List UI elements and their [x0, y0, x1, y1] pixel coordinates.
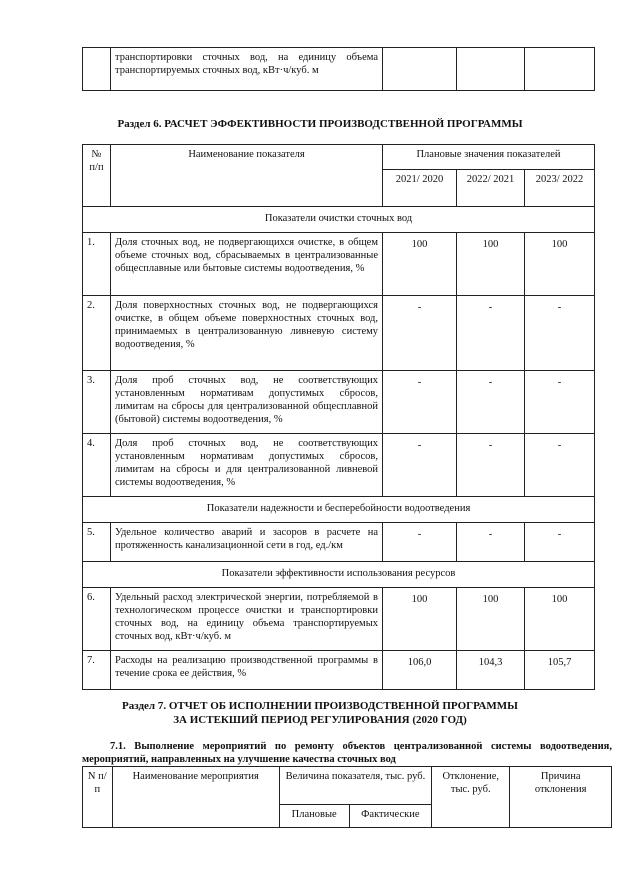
row-value: -	[525, 296, 595, 371]
header-value: Величина показателя, тыс. руб.	[279, 767, 431, 805]
row-value: -	[525, 523, 595, 562]
row-value: 100	[457, 588, 525, 651]
header-planned: Плановые значения показателей	[383, 145, 595, 170]
row-value: 100	[383, 233, 457, 296]
efficiency-table	[82, 144, 595, 690]
row-text: Доля поверхностных сточных вод, не подвергающихся очистке, в общем объеме поверхностных сточных вод, принимаемых в централизованную ливневую систему водоотведения, %	[111, 296, 383, 371]
row-value: -	[457, 296, 525, 371]
table-header-row	[83, 145, 595, 170]
header-num: N п/п	[83, 767, 113, 828]
row-value: -	[457, 371, 525, 434]
row-value: 105,7	[525, 651, 595, 690]
row-value: 100	[457, 233, 525, 296]
header-planned: Плановые	[279, 804, 349, 827]
section7-title-line2: ЗА ИСТЕКШИЙ ПЕРИОД РЕГУЛИРОВАНИЯ (2020 ГОД)	[173, 714, 467, 726]
row-value: -	[525, 434, 595, 497]
table-row	[83, 434, 595, 497]
header-year-1: 2021/ 2020	[383, 170, 457, 207]
row-text: Доля сточных вод, не подвергающихся очистке, в общем объеме сточных вод, сбрасываемых в централизованные общесплавные или бытовые системы водоотведения, %	[111, 233, 383, 296]
row-value: -	[383, 434, 457, 497]
table-row	[83, 588, 595, 651]
row-num: 1.	[83, 233, 111, 296]
header-num: № п/п	[83, 145, 111, 207]
row-num: 6.	[83, 588, 111, 651]
row-text: Доля проб сточных вод, не соответствующих установленным нормативам допустимых сбросов, лимитам на сбросы для централизованной общесплавной (бытовой) системы водоотведения, %	[111, 371, 383, 434]
header-actual: Фактические	[349, 804, 432, 827]
header-name: Наименование мероприятия	[112, 767, 279, 828]
header-year-2: 2022/ 2021	[457, 170, 525, 207]
activities-table	[82, 766, 612, 828]
row-text: Удельное количество аварий и засоров в расчете на протяженность канализационной сети в год, ед./км	[111, 523, 383, 562]
group-title: Показатели очистки сточных вод	[83, 207, 595, 233]
row-value: -	[457, 523, 525, 562]
row-num: 2.	[83, 296, 111, 371]
header-year-3: 2023/ 2022	[525, 170, 595, 207]
top-continuation-table	[82, 47, 595, 91]
row-value: 100	[383, 588, 457, 651]
row-value: -	[383, 371, 457, 434]
table-row	[83, 296, 595, 371]
row-num: 4.	[83, 434, 111, 497]
section6-title: Раздел 6. РАСЧЕТ ЭФФЕКТИВНОСТИ ПРОИЗВОДСТВЕННОЙ ПРОГРАММЫ	[117, 118, 523, 130]
row-num: 5.	[83, 523, 111, 562]
row-num: 7.	[83, 651, 111, 690]
table-row	[83, 523, 595, 562]
row-value: -	[525, 371, 595, 434]
section7-title-line1: Раздел 7. ОТЧЕТ ОБ ИСПОЛНЕНИИ ПРОИЗВОДСТВЕННОЙ ПРОГРАММЫ	[122, 700, 518, 712]
row-value: 106,0	[383, 651, 457, 690]
group-row	[83, 562, 595, 588]
group-row	[83, 207, 595, 233]
group-title: Показатели надежности и бесперебойности водоотведения	[83, 497, 595, 523]
row-text: Доля проб сточных вод, не соответствующих установленным нормативам допустимых сбросов, лимитам на сбросы и для централизованной ливневой системы водоотведения, %	[111, 434, 383, 497]
table-header-row	[83, 767, 612, 805]
header-name: Наименование показателя	[111, 145, 383, 207]
row-text: Удельный расход электрической энергии, потребляемой в технологическом процессе очистки и транспортировки сточных вод, на единицу объема транспортируемых сточных вод, кВт·ч/куб. м	[111, 588, 383, 651]
row-value: -	[383, 523, 457, 562]
group-row	[83, 497, 595, 523]
row-value: 104,3	[457, 651, 525, 690]
row-num: 3.	[83, 371, 111, 434]
header-deviation: Отклонение, тыс. руб.	[432, 767, 510, 828]
row-text: Расходы на реализацию производственной программы в течение срока ее действия, %	[111, 651, 383, 690]
row-value: 100	[525, 233, 595, 296]
top-row-text: транспортировки сточных вод, на единицу объема транспортируемых сточных вод, кВт·ч/куб. м	[111, 48, 383, 91]
table-row	[83, 371, 595, 434]
section7-paragraph: 7.1. Выполнение мероприятий по ремонту объектов централизованной системы водоотведения, мероприятий, направленных на улучшение качества сточных вод	[82, 741, 612, 766]
group-title: Показатели эффективности использования ресурсов	[83, 562, 595, 588]
row-value: -	[457, 434, 525, 497]
row-value: 100	[525, 588, 595, 651]
header-reason: Причина отклонения	[510, 767, 612, 828]
table-row	[83, 651, 595, 690]
row-value: -	[383, 296, 457, 371]
table-row	[83, 48, 595, 91]
table-row	[83, 233, 595, 296]
